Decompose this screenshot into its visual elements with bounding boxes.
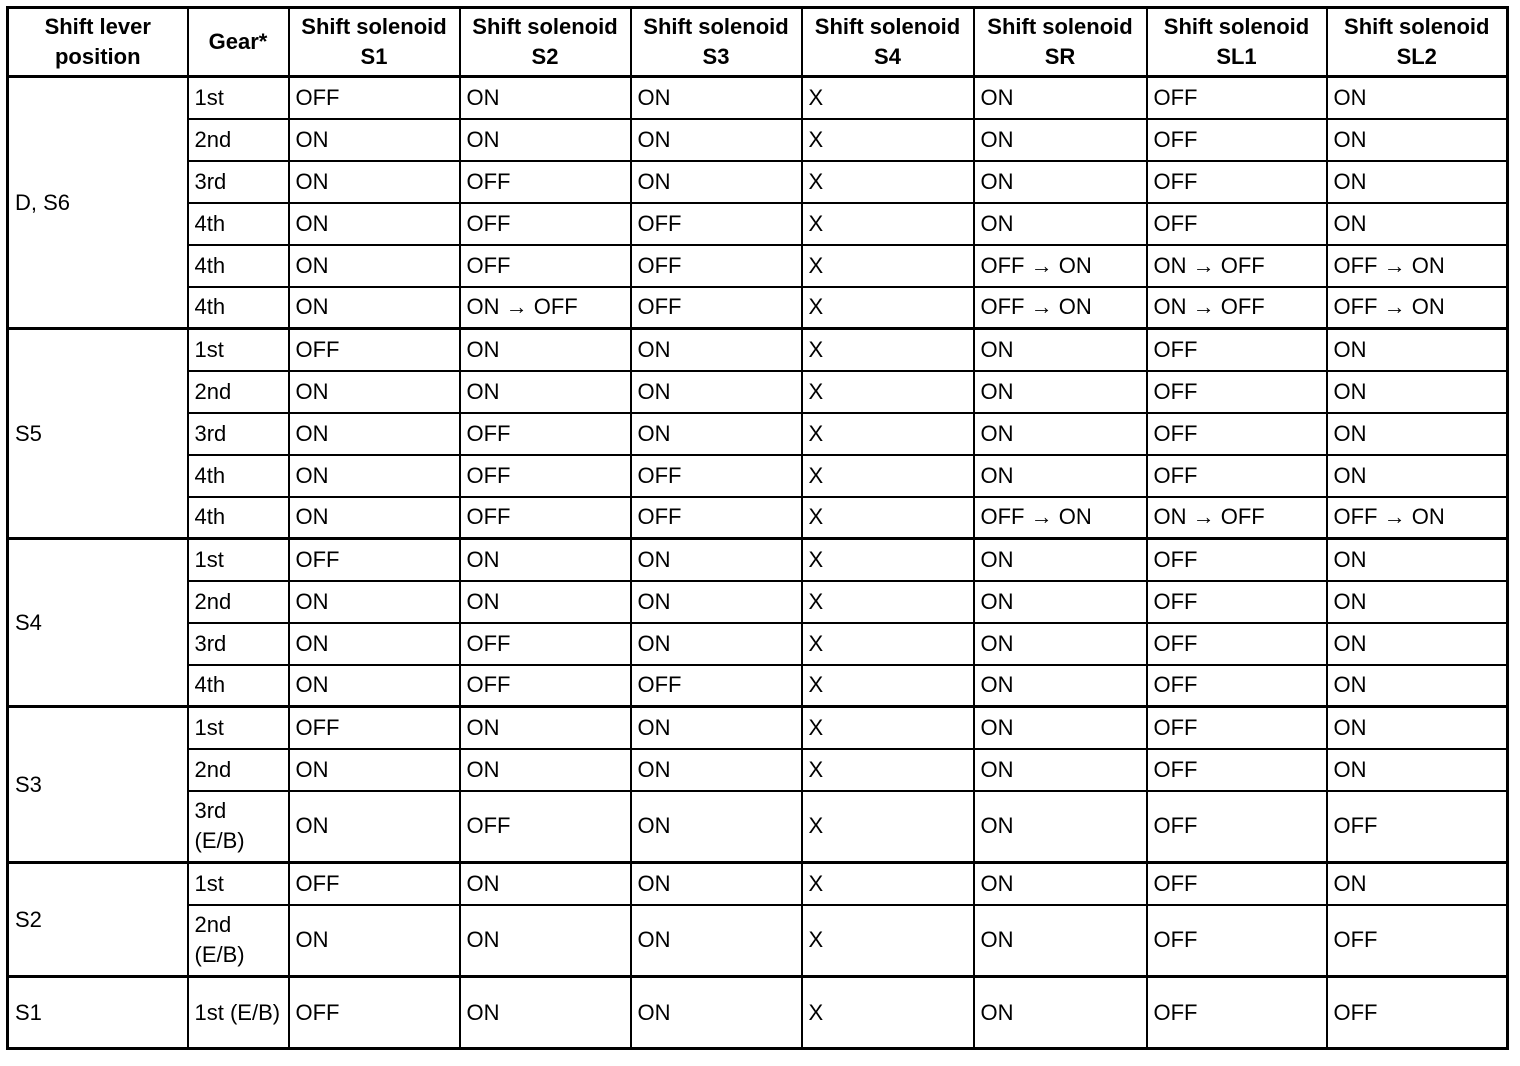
table-row [8, 905, 1508, 977]
gear-cell: 2nd [188, 581, 289, 623]
cell-s4: X [802, 539, 974, 581]
cell-s2: ON [460, 707, 631, 749]
shift-lever-position-cell: D, S6 [8, 77, 188, 329]
shift-lever-position-cell: S1 [8, 977, 188, 1049]
cell-sl2: ON [1327, 329, 1508, 371]
header-gear: Gear* [188, 8, 289, 77]
cell-sr: ON [974, 413, 1147, 455]
cell-s1: OFF [289, 77, 460, 119]
cell-sl1: OFF [1147, 707, 1327, 749]
cell-s3: ON [631, 329, 802, 371]
cell-sl2: ON [1327, 623, 1508, 665]
gear-cell: 2nd [188, 749, 289, 791]
gear-cell: 2nd [188, 119, 289, 161]
table-row [8, 623, 1508, 665]
cell-s4: X [802, 161, 974, 203]
cell-s1: OFF [289, 539, 460, 581]
cell-sl2: ON [1327, 863, 1508, 905]
table-row [8, 665, 1508, 707]
cell-s1: ON [289, 749, 460, 791]
cell-s2: OFF [460, 791, 631, 863]
header-shift-lever-position: Shift lever position [8, 8, 188, 77]
gear-cell: 1st (E/B) [188, 977, 289, 1049]
shift-lever-position-cell: S4 [8, 539, 188, 707]
table-row [8, 791, 1508, 863]
cell-sl2: ON [1327, 161, 1508, 203]
table-row [8, 749, 1508, 791]
header-sr: Shift solenoid SR [974, 8, 1147, 77]
cell-s4: X [802, 581, 974, 623]
cell-s2: OFF [460, 665, 631, 707]
cell-s2: ON [460, 977, 631, 1049]
cell-sr: ON [974, 539, 1147, 581]
gear-cell: 4th [188, 203, 289, 245]
cell-sl2: OFF [1327, 791, 1508, 863]
cell-s4: X [802, 791, 974, 863]
solenoid-operation-table [6, 6, 1509, 1050]
cell-sl2: ON [1327, 119, 1508, 161]
cell-s3: ON [631, 371, 802, 413]
gear-cell: 3rd [188, 161, 289, 203]
cell-sl2: ON [1327, 539, 1508, 581]
cell-s3: OFF [631, 665, 802, 707]
cell-sr: ON [974, 119, 1147, 161]
cell-s1: ON [289, 161, 460, 203]
cell-s3: ON [631, 581, 802, 623]
cell-sr: ON [974, 161, 1147, 203]
cell-sr: OFF → ON [974, 287, 1147, 329]
gear-cell: 4th [188, 497, 289, 539]
cell-sr: ON [974, 707, 1147, 749]
table-row [8, 329, 1508, 371]
gear-cell: 1st [188, 329, 289, 371]
header-sl2: Shift solenoid SL2 [1327, 8, 1508, 77]
cell-s2: OFF [460, 455, 631, 497]
cell-sl1: OFF [1147, 977, 1327, 1049]
cell-s3: ON [631, 623, 802, 665]
cell-s1: OFF [289, 707, 460, 749]
cell-sr: ON [974, 905, 1147, 977]
cell-sl2: OFF → ON [1327, 245, 1508, 287]
cell-sl2: OFF [1327, 905, 1508, 977]
cell-s4: X [802, 203, 974, 245]
gear-cell: 3rd [188, 413, 289, 455]
cell-s2: ON [460, 749, 631, 791]
cell-s1: OFF [289, 329, 460, 371]
cell-sl2: ON [1327, 707, 1508, 749]
gear-cell: 3rd (E/B) [188, 791, 289, 863]
gear-cell: 4th [188, 665, 289, 707]
cell-s3: ON [631, 905, 802, 977]
cell-sl2: ON [1327, 203, 1508, 245]
cell-sl2: OFF → ON [1327, 287, 1508, 329]
cell-sl2: ON [1327, 371, 1508, 413]
gear-cell: 2nd [188, 371, 289, 413]
cell-s3: OFF [631, 497, 802, 539]
cell-sl1: OFF [1147, 665, 1327, 707]
cell-sr: OFF → ON [974, 245, 1147, 287]
cell-s2: ON [460, 371, 631, 413]
cell-sr: ON [974, 977, 1147, 1049]
cell-s2: OFF [460, 203, 631, 245]
cell-s3: ON [631, 119, 802, 161]
cell-sr: ON [974, 77, 1147, 119]
cell-sr: ON [974, 623, 1147, 665]
cell-s2: ON [460, 905, 631, 977]
cell-sl1: OFF [1147, 161, 1327, 203]
gear-cell: 1st [188, 863, 289, 905]
cell-s4: X [802, 707, 974, 749]
gear-cell: 4th [188, 287, 289, 329]
cell-sl1: OFF [1147, 119, 1327, 161]
cell-sl1: OFF [1147, 203, 1327, 245]
cell-sr: ON [974, 329, 1147, 371]
cell-s1: ON [289, 581, 460, 623]
cell-s2: ON [460, 863, 631, 905]
cell-sr: OFF → ON [974, 497, 1147, 539]
cell-s3: ON [631, 749, 802, 791]
cell-s3: OFF [631, 455, 802, 497]
gear-cell: 4th [188, 245, 289, 287]
cell-sl1: OFF [1147, 863, 1327, 905]
gear-cell: 3rd [188, 623, 289, 665]
cell-sl1: OFF [1147, 539, 1327, 581]
header-s2: Shift solenoid S2 [460, 8, 631, 77]
table-row [8, 77, 1508, 119]
cell-sl1: ON → OFF [1147, 287, 1327, 329]
cell-s3: OFF [631, 245, 802, 287]
header-s4: Shift solenoid S4 [802, 8, 974, 77]
cell-sl2: ON [1327, 413, 1508, 455]
cell-s3: ON [631, 977, 802, 1049]
cell-s2: OFF [460, 161, 631, 203]
shift-lever-position-cell: S5 [8, 329, 188, 539]
cell-sl2: ON [1327, 455, 1508, 497]
cell-s3: OFF [631, 203, 802, 245]
table-row [8, 977, 1508, 1049]
cell-sr: ON [974, 455, 1147, 497]
cell-s4: X [802, 863, 974, 905]
cell-s1: ON [289, 119, 460, 161]
gear-cell: 2nd (E/B) [188, 905, 289, 977]
cell-sr: ON [974, 371, 1147, 413]
cell-s2: ON [460, 329, 631, 371]
table-row [8, 371, 1508, 413]
cell-s4: X [802, 905, 974, 977]
cell-sl1: OFF [1147, 455, 1327, 497]
cell-s2: OFF [460, 623, 631, 665]
cell-sl2: ON [1327, 749, 1508, 791]
cell-s3: ON [631, 791, 802, 863]
cell-s3: ON [631, 863, 802, 905]
cell-sr: ON [974, 581, 1147, 623]
cell-s2: OFF [460, 245, 631, 287]
header-s3: Shift solenoid S3 [631, 8, 802, 77]
cell-s4: X [802, 749, 974, 791]
table-row [8, 287, 1508, 329]
header-s1: Shift solenoid S1 [289, 8, 460, 77]
cell-s3: ON [631, 413, 802, 455]
cell-s2: OFF [460, 413, 631, 455]
cell-s1: ON [289, 665, 460, 707]
cell-sr: ON [974, 203, 1147, 245]
cell-s4: X [802, 665, 974, 707]
cell-s1: ON [289, 371, 460, 413]
cell-sr: ON [974, 749, 1147, 791]
cell-s1: ON [289, 287, 460, 329]
cell-sl2: OFF → ON [1327, 497, 1508, 539]
cell-s4: X [802, 329, 974, 371]
cell-s4: X [802, 623, 974, 665]
cell-sl1: OFF [1147, 329, 1327, 371]
cell-s2: ON [460, 77, 631, 119]
cell-s1: ON [289, 497, 460, 539]
table-row [8, 455, 1508, 497]
cell-s1: ON [289, 905, 460, 977]
cell-s3: ON [631, 161, 802, 203]
cell-s1: OFF [289, 863, 460, 905]
cell-sl2: OFF [1327, 977, 1508, 1049]
shift-lever-position-cell: S3 [8, 707, 188, 863]
gear-cell: 1st [188, 539, 289, 581]
cell-sl1: OFF [1147, 749, 1327, 791]
cell-s1: ON [289, 413, 460, 455]
cell-s1: ON [289, 455, 460, 497]
cell-s4: X [802, 371, 974, 413]
cell-sr: ON [974, 791, 1147, 863]
cell-sr: ON [974, 665, 1147, 707]
cell-s1: OFF [289, 977, 460, 1049]
cell-sl1: OFF [1147, 371, 1327, 413]
cell-s1: ON [289, 791, 460, 863]
cell-sl1: OFF [1147, 581, 1327, 623]
cell-s3: OFF [631, 287, 802, 329]
cell-s1: ON [289, 245, 460, 287]
cell-s1: ON [289, 623, 460, 665]
cell-s4: X [802, 497, 974, 539]
cell-s1: ON [289, 203, 460, 245]
table-header [8, 8, 1508, 77]
cell-s3: ON [631, 707, 802, 749]
cell-s2: ON [460, 581, 631, 623]
cell-s4: X [802, 77, 974, 119]
cell-s4: X [802, 455, 974, 497]
table-row [8, 203, 1508, 245]
cell-sl1: OFF [1147, 623, 1327, 665]
table-row [8, 413, 1508, 455]
cell-sl1: OFF [1147, 413, 1327, 455]
cell-sl2: ON [1327, 665, 1508, 707]
cell-sl1: ON → OFF [1147, 245, 1327, 287]
table-row [8, 245, 1508, 287]
shift-lever-position-cell: S2 [8, 863, 188, 977]
gear-cell: 4th [188, 455, 289, 497]
cell-s4: X [802, 119, 974, 161]
table-row [8, 497, 1508, 539]
cell-s2: ON → OFF [460, 287, 631, 329]
cell-sl1: OFF [1147, 77, 1327, 119]
table-row [8, 863, 1508, 905]
cell-s2: ON [460, 119, 631, 161]
cell-s4: X [802, 287, 974, 329]
cell-s3: ON [631, 539, 802, 581]
table-row [8, 581, 1508, 623]
header-sl1: Shift solenoid SL1 [1147, 8, 1327, 77]
table-body [8, 77, 1508, 1049]
cell-sl2: ON [1327, 581, 1508, 623]
table-row [8, 707, 1508, 749]
cell-sl2: ON [1327, 77, 1508, 119]
table-row [8, 119, 1508, 161]
cell-s2: ON [460, 539, 631, 581]
header-row [8, 8, 1508, 77]
cell-s4: X [802, 245, 974, 287]
gear-cell: 1st [188, 707, 289, 749]
cell-s2: OFF [460, 497, 631, 539]
cell-sl1: ON → OFF [1147, 497, 1327, 539]
cell-sl1: OFF [1147, 791, 1327, 863]
cell-sr: ON [974, 863, 1147, 905]
cell-s4: X [802, 977, 974, 1049]
cell-s3: ON [631, 77, 802, 119]
cell-sl1: OFF [1147, 905, 1327, 977]
cell-s4: X [802, 413, 974, 455]
table-row [8, 539, 1508, 581]
gear-cell: 1st [188, 77, 289, 119]
table-row [8, 161, 1508, 203]
